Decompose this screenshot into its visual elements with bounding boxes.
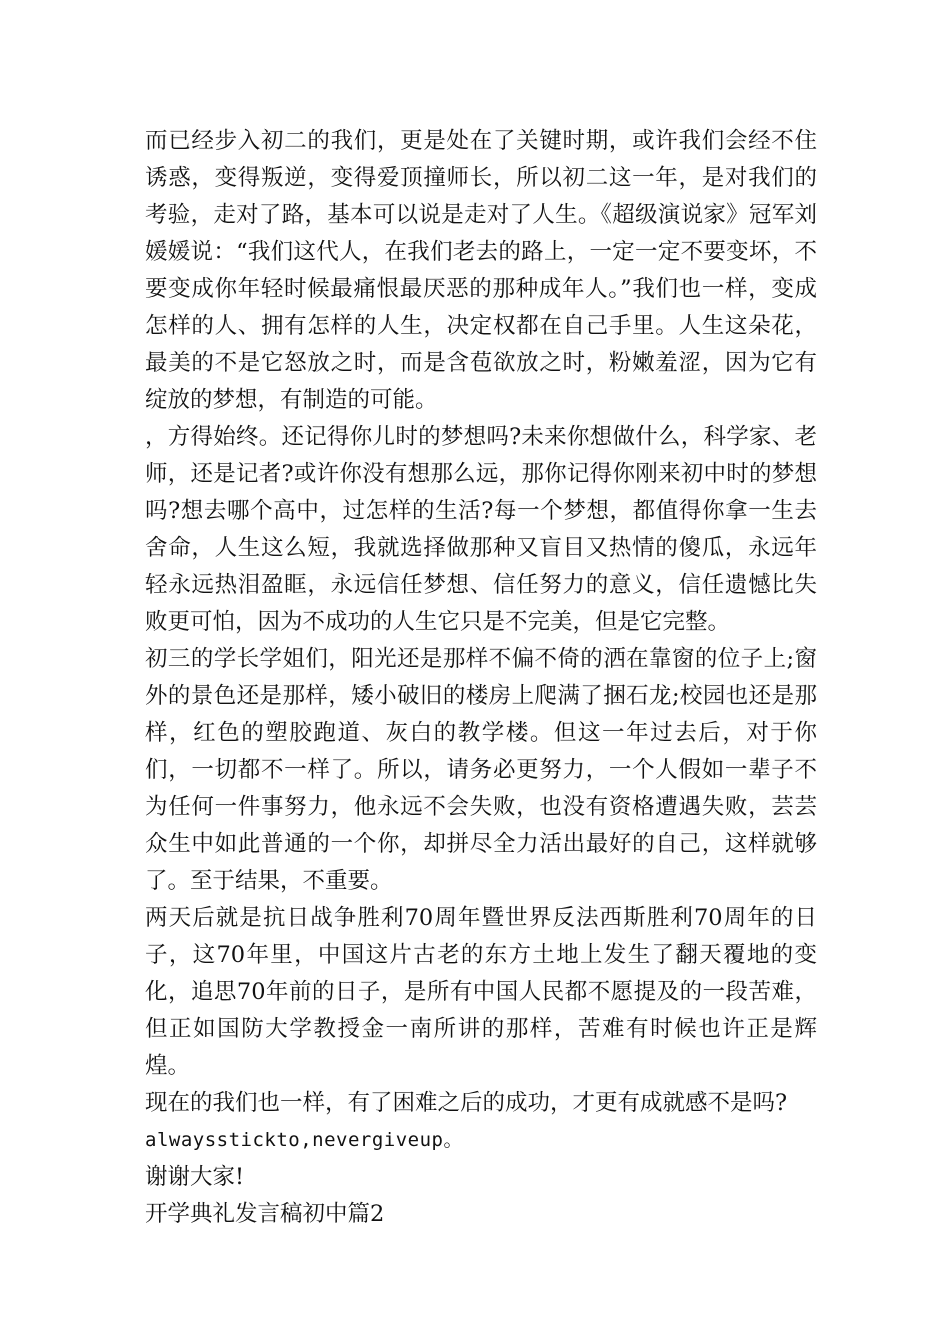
paragraph-4: 两天后就是抗日战争胜利70周年暨世界反法西斯胜利70周年的日子，这70年里，中国这片古老的东方土地上发生了翻天覆地的变化，追思70年前的日子，是所有中国人民都不愿提及的一段苦难，但正如国防大学教授金一南所讲的那样，苦难有时候也许正是辉煌。 <box>145 905 817 1079</box>
next-section-heading: 开学典礼发言稿初中篇2 <box>145 1201 385 1227</box>
paragraph-5: 现在的我们也一样，有了困难之后的成功，才更有成就感不是吗? <box>145 1090 788 1116</box>
document-body <box>145 123 817 1233</box>
english-motto: alwaysstickto,nevergiveup。 <box>145 1129 463 1151</box>
closing-thanks: 谢谢大家! <box>145 1164 245 1190</box>
paragraph-1: 而已经步入初二的我们，更是处在了关键时期，或许我们会经不住诱惑，变得叛逆，变得爱顶撞师长，所以初二这一年，是对我们的考验，走对了路，基本可以说是走对了人生。《超级演说家》冠军刘媛媛说：“我们这代人，在我们老去的路上，一定一定不要变坏，不要变成你年轻时候最痛恨最厌恶的那种成年人。”我们也一样，变成怎样的人、拥有怎样的人生，决定权都在自己手里。人生这朵花，最美的不是它怒放之时，而是含苞欲放之时，粉嫩羞涩，因为它有绽放的梦想，有制造的可能。 <box>145 128 817 413</box>
paragraph-3: 初三的学长学姐们，阳光还是那样不偏不倚的洒在靠窗的位子上;窗外的景色还是那样，矮小破旧的楼房上爬满了捆石龙;校园也还是那样，红色的塑胶跑道、灰白的教学楼。但这一年过去后，对于你们，一切都不一样了。所以，请务必更努力，一个人假如一辈子不为任何一件事努力，他永远不会失败，也没有资格遭遇失败，芸芸众生中如此普通的一个你，却拼尽全力活出最好的自己，这样就够了。至于结果，不重要。 <box>145 646 817 894</box>
paragraph-2: ，方得始终。还记得你儿时的梦想吗?未来你想做什么，科学家、老师，还是记者?或许你没有想那么远，那你记得你刚来初中时的梦想吗?想去哪个高中，过怎样的生活?每一个梦想，都值得你拿一生去舍命，人生这么短，我就选择做那种又盲目又热情的傻瓜，永远年轻永远热泪盈眶，永远信任梦想、信任努力的意义，信任遗憾比失败更可怕，因为不成功的人生它只是不完美，但是它完整。 <box>145 424 817 635</box>
